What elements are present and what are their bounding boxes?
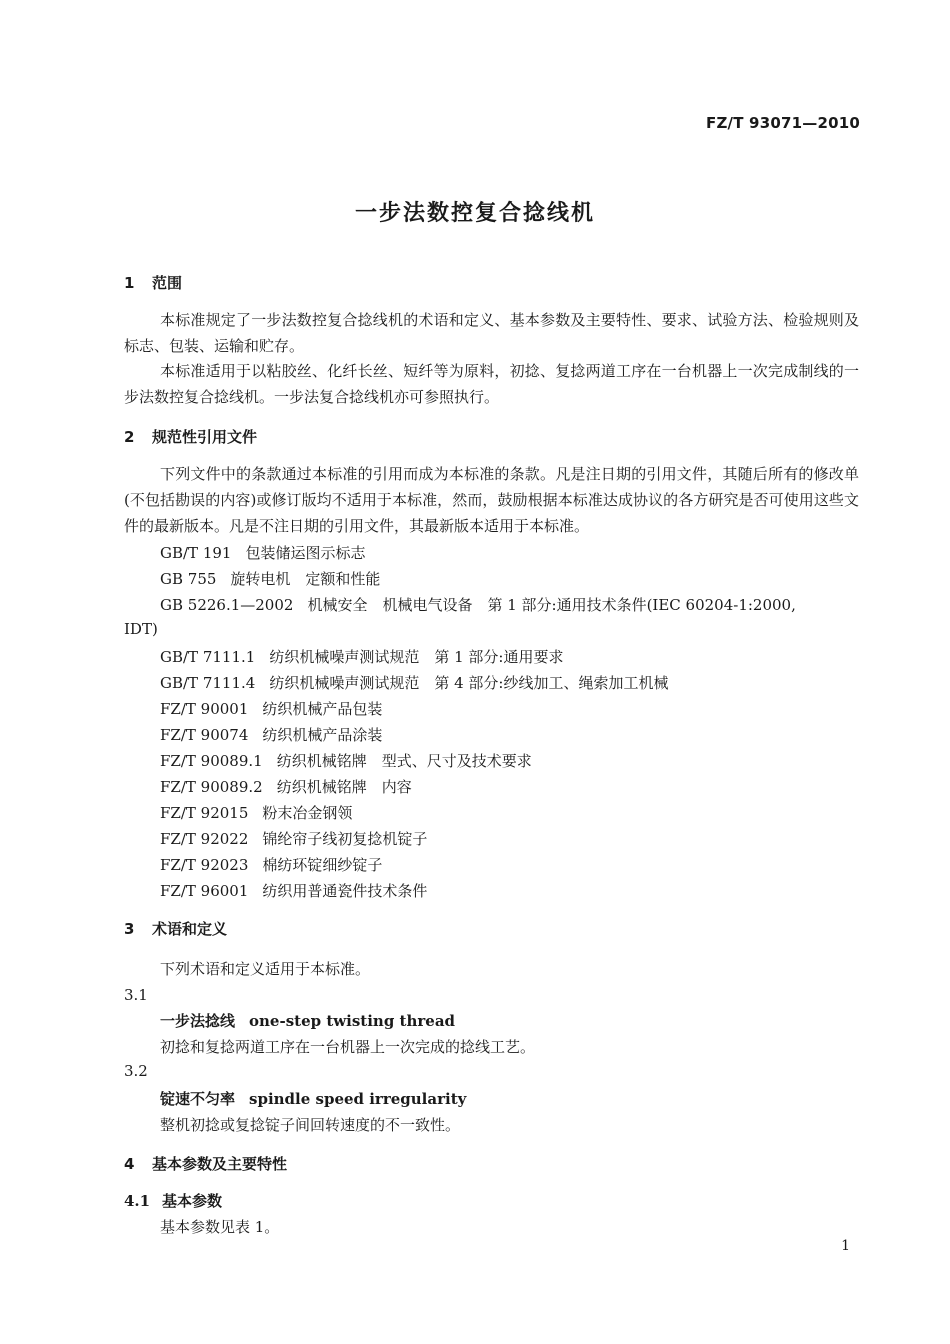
section-1-paragraph-1: 本标准规定了一步法数控复合捻线机的术语和定义、基本参数及主要特性、要求、试验方法、检验规则及标志、包装、运输和贮存。 [124, 311, 859, 355]
subsection-number: 4.1 [124, 1192, 151, 1210]
reference-item [160, 880, 427, 901]
standard-number: FZ/T 93071—2010 [706, 114, 860, 132]
reference-item [160, 594, 796, 615]
reference-code: GB/T 7111.1 [160, 648, 256, 666]
subsection-4-1-text: 基本参数见表 1。 [160, 1218, 280, 1236]
reference-code: FZ/T 92015 [160, 804, 249, 822]
page-number: 1 [841, 1238, 850, 1254]
subsection-title: 基本参数 [162, 1192, 223, 1210]
reference-code: FZ/T 90001 [160, 700, 249, 718]
section-title: 基本参数及主要特性 [152, 1155, 288, 1173]
term-english: one-step twisting thread [249, 1012, 456, 1030]
term-entry [160, 1088, 466, 1109]
section-number: 4 [124, 1155, 135, 1173]
reference-title: 包装储运图示标志 [245, 544, 366, 562]
term-definition: 整机初捻或复捻锭子间回转速度的不一致性。 [160, 1116, 461, 1134]
reference-title: 锦纶帘子线初复捻机锭子 [262, 830, 428, 848]
section-number: 3 [124, 920, 135, 938]
term-definition: 初捻和复捻两道工序在一台机器上一次完成的捻线工艺。 [160, 1038, 536, 1056]
section-title: 规范性引用文件 [152, 428, 258, 446]
reference-title: 粉末冶金钢领 [262, 804, 353, 822]
reference-title: 机械安全 机械电气设备 第 1 部分:通用技术条件(IEC 60204-1:2000, [307, 596, 796, 614]
term-english: spindle speed irregularity [249, 1090, 467, 1108]
term-number: 3.2 [124, 1062, 148, 1080]
reference-code: GB/T 191 [160, 544, 232, 562]
reference-code: GB 755 [160, 570, 217, 588]
reference-code: FZ/T 96001 [160, 882, 249, 900]
reference-item [160, 776, 412, 797]
reference-code: GB 5226.1—2002 [160, 596, 294, 614]
reference-code: FZ/T 90074 [160, 726, 249, 744]
reference-code: FZ/T 92022 [160, 830, 249, 848]
reference-item [160, 646, 563, 667]
reference-title: 纺织机械噪声测试规范 第 1 部分:通用要求 [269, 648, 564, 666]
reference-title: 纺织机械铭牌 内容 [276, 778, 412, 796]
term-chinese: 锭速不匀率 [160, 1090, 236, 1108]
term-entry [160, 1010, 455, 1031]
reference-code: FZ/T 92023 [160, 856, 249, 874]
reference-code: GB/T 7111.4 [160, 674, 256, 692]
section-3-heading [124, 918, 227, 939]
reference-title: 纺织机械铭牌 型式、尺寸及技术要求 [276, 752, 532, 770]
reference-item [160, 542, 365, 563]
reference-title: 旋转电机 定额和性能 [230, 570, 381, 588]
reference-title: 棉纺环锭细纱锭子 [262, 856, 383, 874]
reference-item [160, 568, 380, 589]
reference-item [160, 828, 427, 849]
section-3-intro: 下列术语和定义适用于本标准。 [160, 960, 371, 978]
section-2-paragraph-1: 下列文件中的条款通过本标准的引用而成为本标准的条款。凡是注日期的引用文件，其随后所有的修改单(不包括勘误的内容)或修订版均不适用于本标准，然而，鼓励根据本标准达成协议的各方研究是否可使用这些文件的最新版本。凡是不注日期的引用文件，其最新版本适用于本标准。 [124, 465, 859, 535]
section-number: 1 [124, 274, 135, 292]
reference-item [160, 672, 668, 693]
reference-code: FZ/T 90089.2 [160, 778, 263, 796]
section-title: 术语和定义 [152, 920, 228, 938]
section-title: 范围 [152, 274, 183, 292]
reference-title: 纺织机械产品包装 [262, 700, 383, 718]
section-number: 2 [124, 428, 135, 446]
reference-item [160, 698, 382, 719]
reference-item [160, 750, 532, 771]
term-chinese: 一步法捻线 [160, 1012, 236, 1030]
reference-item [160, 802, 352, 823]
reference-title: 纺织机械噪声测试规范 第 4 部分:纱线加工、绳索加工机械 [269, 674, 669, 692]
term-number: 3.1 [124, 986, 148, 1004]
section-1-heading [124, 272, 182, 293]
subsection-4-1-heading [124, 1190, 222, 1211]
reference-code: FZ/T 90089.1 [160, 752, 263, 770]
document-title: 一步法数控复合捻线机 [354, 201, 595, 226]
reference-continuation: IDT) [124, 620, 158, 638]
section-2-heading [124, 426, 257, 447]
reference-item [160, 724, 382, 745]
reference-item [160, 854, 382, 875]
section-4-heading [124, 1153, 287, 1174]
reference-title: 纺织机械产品涂装 [262, 726, 383, 744]
reference-title: 纺织用普通瓷件技术条件 [262, 882, 428, 900]
section-1-paragraph-2: 本标准适用于以粘胶丝、化纤长丝、短纤等为原料，初捻、复捻两道工序在一台机器上一次完成制线的一步法数控复合捻线机。一步法复合捻线机亦可参照执行。 [124, 362, 859, 406]
